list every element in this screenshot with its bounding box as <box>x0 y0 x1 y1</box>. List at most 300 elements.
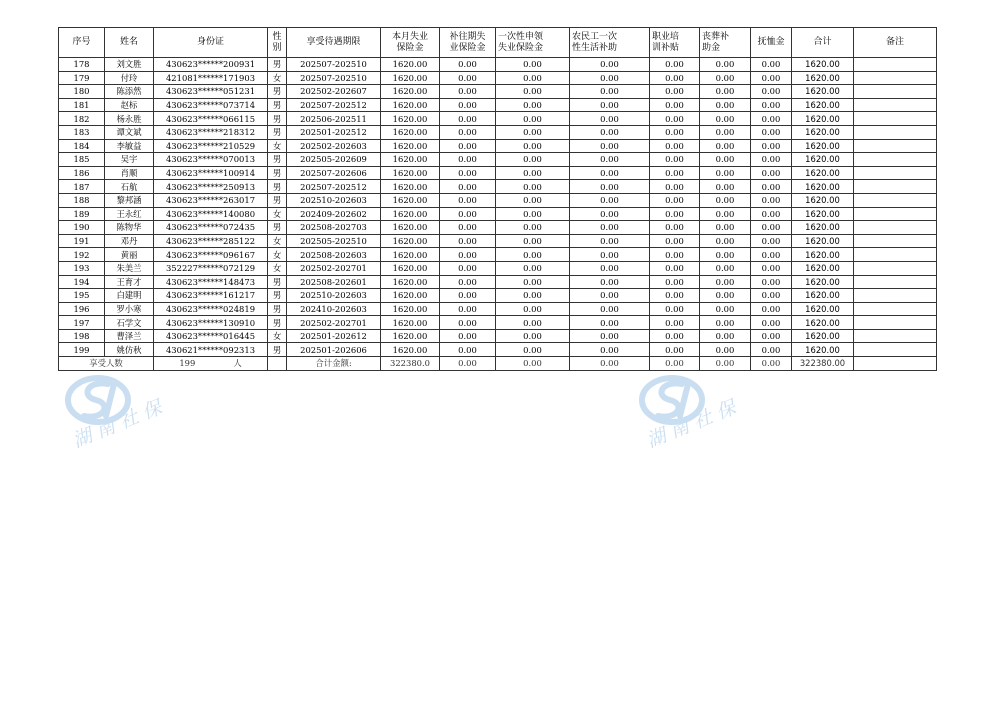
cell-migrant-subsidy: 0.00 <box>570 261 650 275</box>
cell-remark <box>854 316 937 330</box>
summary-row <box>59 357 937 371</box>
cell-one-time-benefit: 0.00 <box>496 207 570 221</box>
cell-id-card: 430623******148473 <box>154 275 268 289</box>
cell-name: 刘文胜 <box>105 58 154 72</box>
cell-remark <box>854 85 937 99</box>
col-header-gender: 性 别 <box>268 28 287 58</box>
cell-gender: 女 <box>268 71 287 85</box>
col-header-arrears-benefit: 补往期失 业保险金 <box>440 28 496 58</box>
cell-current-benefit: 1620.00 <box>381 85 440 99</box>
cell-one-time-benefit: 0.00 <box>496 180 570 194</box>
table-row <box>59 275 937 289</box>
cell-funeral-subsidy: 0.00 <box>700 329 751 343</box>
cell-remark <box>854 58 937 72</box>
cell-gender: 男 <box>268 316 287 330</box>
table-row <box>59 302 937 316</box>
cell-remark <box>854 289 937 303</box>
cell-current-benefit: 1620.00 <box>381 193 440 207</box>
cell-name: 姚仿秋 <box>105 343 154 357</box>
watermark-left <box>58 370 188 470</box>
cell-arrears-benefit: 0.00 <box>440 343 496 357</box>
summary-count <box>154 357 268 371</box>
summary-count-value: 199 <box>179 358 196 369</box>
cell-one-time-benefit: 0.00 <box>496 316 570 330</box>
cell-name: 王育才 <box>105 275 154 289</box>
cell-gender: 男 <box>268 180 287 194</box>
cell-remark <box>854 98 937 112</box>
cell-remark <box>854 166 937 180</box>
cell-gender: 男 <box>268 85 287 99</box>
table-row <box>59 71 937 85</box>
table-row <box>59 139 937 153</box>
col-header-funeral-subsidy: 丧葬补 助金 <box>700 28 751 58</box>
cell-period: 202409-202602 <box>287 207 381 221</box>
cell-funeral-subsidy: 0.00 <box>700 71 751 85</box>
cell-total: 1620.00 <box>792 153 854 167</box>
cell-funeral-subsidy: 0.00 <box>700 193 751 207</box>
benefit-table <box>58 27 937 371</box>
cell-name: 肖顺 <box>105 166 154 180</box>
cell-remark <box>854 193 937 207</box>
cell-pension: 0.00 <box>751 234 792 248</box>
cell-funeral-subsidy: 0.00 <box>700 289 751 303</box>
cell-funeral-subsidy: 0.00 <box>700 302 751 316</box>
cell-total: 1620.00 <box>792 193 854 207</box>
table-body <box>59 58 937 371</box>
cell-id-card: 430623******066115 <box>154 112 268 126</box>
col-header-name: 姓名 <box>105 28 154 58</box>
cell-one-time-benefit: 0.00 <box>496 98 570 112</box>
cell-period: 202501-202512 <box>287 125 381 139</box>
cell-current-benefit: 1620.00 <box>381 343 440 357</box>
cell-total: 1620.00 <box>792 329 854 343</box>
cell-one-time-benefit: 0.00 <box>496 221 570 235</box>
cell-current-benefit: 1620.00 <box>381 234 440 248</box>
cell-period: 202507-202606 <box>287 166 381 180</box>
cell-total: 1620.00 <box>792 248 854 262</box>
cell-migrant-subsidy: 0.00 <box>570 193 650 207</box>
watermark-text: 湖南社保 <box>643 394 745 453</box>
cell-seq: 198 <box>59 329 105 343</box>
cell-name: 吴宇 <box>105 153 154 167</box>
cell-training-subsidy: 0.00 <box>650 153 700 167</box>
cell-name: 王永红 <box>105 207 154 221</box>
cell-gender: 男 <box>268 275 287 289</box>
cell-period: 202502-202603 <box>287 139 381 153</box>
cell-pension: 0.00 <box>751 343 792 357</box>
cell-seq: 199 <box>59 343 105 357</box>
cell-migrant-subsidy: 0.00 <box>570 71 650 85</box>
cell-gender: 男 <box>268 302 287 316</box>
cell-gender: 男 <box>268 112 287 126</box>
cell-current-benefit: 1620.00 <box>381 71 440 85</box>
cell-gender: 女 <box>268 261 287 275</box>
col-header-training-subsidy: 职业培 训补贴 <box>650 28 700 58</box>
cell-seq: 196 <box>59 302 105 316</box>
cell-training-subsidy: 0.00 <box>650 289 700 303</box>
cell-name: 黄丽 <box>105 248 154 262</box>
cell-remark <box>854 112 937 126</box>
cell-migrant-subsidy: 0.00 <box>570 221 650 235</box>
cell-id-card: 430623******130910 <box>154 316 268 330</box>
table-row <box>59 221 937 235</box>
cell-arrears-benefit: 0.00 <box>440 316 496 330</box>
cell-id-card: 430623******210529 <box>154 139 268 153</box>
cell-migrant-subsidy: 0.00 <box>570 180 650 194</box>
cell-period: 202502-202607 <box>287 85 381 99</box>
summary-grand-total: 322380.00 <box>792 357 854 371</box>
cell-period: 202507-202510 <box>287 58 381 72</box>
cell-funeral-subsidy: 0.00 <box>700 234 751 248</box>
cell-period: 202508-202601 <box>287 275 381 289</box>
cell-total: 1620.00 <box>792 221 854 235</box>
summary-migrant: 0.00 <box>570 357 650 371</box>
col-header-id-card: 身份证 <box>154 28 268 58</box>
cell-one-time-benefit: 0.00 <box>496 302 570 316</box>
cell-total: 1620.00 <box>792 261 854 275</box>
cell-gender: 男 <box>268 343 287 357</box>
cell-training-subsidy: 0.00 <box>650 98 700 112</box>
cell-id-card: 430623******263017 <box>154 193 268 207</box>
cell-migrant-subsidy: 0.00 <box>570 112 650 126</box>
cell-current-benefit: 1620.00 <box>381 248 440 262</box>
cell-id-card: 430623******140080 <box>154 207 268 221</box>
cell-id-card: 430623******250913 <box>154 180 268 194</box>
cell-current-benefit: 1620.00 <box>381 289 440 303</box>
summary-remark <box>854 357 937 371</box>
cell-remark <box>854 71 937 85</box>
cell-name: 黎邦涵 <box>105 193 154 207</box>
cell-id-card: 430623******200931 <box>154 58 268 72</box>
cell-training-subsidy: 0.00 <box>650 221 700 235</box>
cell-seq: 180 <box>59 85 105 99</box>
cell-one-time-benefit: 0.00 <box>496 153 570 167</box>
cell-current-benefit: 1620.00 <box>381 302 440 316</box>
cell-pension: 0.00 <box>751 85 792 99</box>
cell-pension: 0.00 <box>751 261 792 275</box>
cell-name: 陈物华 <box>105 221 154 235</box>
cell-period: 202505-202510 <box>287 234 381 248</box>
cell-gender: 女 <box>268 207 287 221</box>
cell-seq: 197 <box>59 316 105 330</box>
cell-period: 202508-202703 <box>287 221 381 235</box>
cell-pension: 0.00 <box>751 180 792 194</box>
cell-training-subsidy: 0.00 <box>650 85 700 99</box>
cell-arrears-benefit: 0.00 <box>440 248 496 262</box>
cell-remark <box>854 207 937 221</box>
cell-id-card: 430623******072435 <box>154 221 268 235</box>
cell-total: 1620.00 <box>792 207 854 221</box>
cell-one-time-benefit: 0.00 <box>496 112 570 126</box>
table-row <box>59 343 937 357</box>
cell-current-benefit: 1620.00 <box>381 275 440 289</box>
cell-period: 202502-202701 <box>287 316 381 330</box>
table-row <box>59 85 937 99</box>
cell-gender: 男 <box>268 221 287 235</box>
cell-training-subsidy: 0.00 <box>650 302 700 316</box>
cell-name: 陈添然 <box>105 85 154 99</box>
summary-count-unit: 人 <box>233 358 242 369</box>
cell-funeral-subsidy: 0.00 <box>700 166 751 180</box>
cell-current-benefit: 1620.00 <box>381 316 440 330</box>
cell-pension: 0.00 <box>751 71 792 85</box>
cell-total: 1620.00 <box>792 275 854 289</box>
cell-id-card: 421081******171903 <box>154 71 268 85</box>
cell-remark <box>854 125 937 139</box>
watermark-right <box>632 370 762 470</box>
cell-remark <box>854 343 937 357</box>
cell-arrears-benefit: 0.00 <box>440 166 496 180</box>
cell-pension: 0.00 <box>751 302 792 316</box>
cell-migrant-subsidy: 0.00 <box>570 248 650 262</box>
cell-seq: 191 <box>59 234 105 248</box>
cell-funeral-subsidy: 0.00 <box>700 85 751 99</box>
cell-migrant-subsidy: 0.00 <box>570 125 650 139</box>
cell-migrant-subsidy: 0.00 <box>570 275 650 289</box>
cell-funeral-subsidy: 0.00 <box>700 58 751 72</box>
cell-current-benefit: 1620.00 <box>381 139 440 153</box>
cell-migrant-subsidy: 0.00 <box>570 166 650 180</box>
cell-id-card: 430621******092313 <box>154 343 268 357</box>
cell-period: 202507-202510 <box>287 71 381 85</box>
cell-gender: 男 <box>268 58 287 72</box>
cell-pension: 0.00 <box>751 139 792 153</box>
cell-training-subsidy: 0.00 <box>650 166 700 180</box>
cell-migrant-subsidy: 0.00 <box>570 302 650 316</box>
cell-id-card: 430623******096167 <box>154 248 268 262</box>
cell-one-time-benefit: 0.00 <box>496 166 570 180</box>
table-row <box>59 125 937 139</box>
cell-name: 曹泽兰 <box>105 329 154 343</box>
cell-total: 1620.00 <box>792 289 854 303</box>
cell-remark <box>854 248 937 262</box>
summary-training: 0.00 <box>650 357 700 371</box>
cell-training-subsidy: 0.00 <box>650 125 700 139</box>
cell-period: 202505-202609 <box>287 153 381 167</box>
cell-training-subsidy: 0.00 <box>650 180 700 194</box>
cell-training-subsidy: 0.00 <box>650 207 700 221</box>
cell-arrears-benefit: 0.00 <box>440 221 496 235</box>
cell-gender: 男 <box>268 153 287 167</box>
cell-pension: 0.00 <box>751 125 792 139</box>
cell-current-benefit: 1620.00 <box>381 261 440 275</box>
cell-migrant-subsidy: 0.00 <box>570 58 650 72</box>
cell-seq: 183 <box>59 125 105 139</box>
cell-migrant-subsidy: 0.00 <box>570 153 650 167</box>
cell-total: 1620.00 <box>792 71 854 85</box>
cell-seq: 193 <box>59 261 105 275</box>
cell-seq: 178 <box>59 58 105 72</box>
cell-one-time-benefit: 0.00 <box>496 193 570 207</box>
cell-seq: 192 <box>59 248 105 262</box>
summary-empty <box>268 357 287 371</box>
cell-pension: 0.00 <box>751 275 792 289</box>
cell-name: 石学文 <box>105 316 154 330</box>
table-row <box>59 289 937 303</box>
cell-training-subsidy: 0.00 <box>650 329 700 343</box>
cell-arrears-benefit: 0.00 <box>440 98 496 112</box>
summary-one-time: 0.00 <box>496 357 570 371</box>
cell-seq: 195 <box>59 289 105 303</box>
col-header-period: 享受待遇期限 <box>287 28 381 58</box>
cell-name: 石航 <box>105 180 154 194</box>
cell-remark <box>854 261 937 275</box>
cell-migrant-subsidy: 0.00 <box>570 234 650 248</box>
cell-pension: 0.00 <box>751 98 792 112</box>
cell-training-subsidy: 0.00 <box>650 261 700 275</box>
cell-funeral-subsidy: 0.00 <box>700 139 751 153</box>
cell-remark <box>854 302 937 316</box>
cell-period: 202502-202701 <box>287 261 381 275</box>
cell-total: 1620.00 <box>792 180 854 194</box>
cell-name: 邓丹 <box>105 234 154 248</box>
cell-migrant-subsidy: 0.00 <box>570 329 650 343</box>
cell-arrears-benefit: 0.00 <box>440 125 496 139</box>
cell-one-time-benefit: 0.00 <box>496 289 570 303</box>
cell-name: 李敏益 <box>105 139 154 153</box>
cell-training-subsidy: 0.00 <box>650 139 700 153</box>
cell-name: 白建明 <box>105 289 154 303</box>
cell-period: 202508-202603 <box>287 248 381 262</box>
cell-seq: 184 <box>59 139 105 153</box>
cell-seq: 190 <box>59 221 105 235</box>
cell-name: 杨永胜 <box>105 112 154 126</box>
cell-pension: 0.00 <box>751 207 792 221</box>
col-header-total: 合计 <box>792 28 854 58</box>
cell-total: 1620.00 <box>792 98 854 112</box>
cell-seq: 188 <box>59 193 105 207</box>
cell-pension: 0.00 <box>751 329 792 343</box>
cell-remark <box>854 329 937 343</box>
cell-current-benefit: 1620.00 <box>381 125 440 139</box>
cell-total: 1620.00 <box>792 316 854 330</box>
summary-count-label: 享受人数 <box>59 357 154 371</box>
cell-total: 1620.00 <box>792 302 854 316</box>
cell-arrears-benefit: 0.00 <box>440 234 496 248</box>
cell-one-time-benefit: 0.00 <box>496 275 570 289</box>
cell-arrears-benefit: 0.00 <box>440 139 496 153</box>
cell-current-benefit: 1620.00 <box>381 112 440 126</box>
cell-migrant-subsidy: 0.00 <box>570 98 650 112</box>
col-header-one-time-benefit: 一次性申领 失业保险金 <box>496 28 570 58</box>
cell-total: 1620.00 <box>792 166 854 180</box>
cell-gender: 男 <box>268 193 287 207</box>
cell-remark <box>854 180 937 194</box>
col-header-current-benefit: 本月失业 保险金 <box>381 28 440 58</box>
cell-arrears-benefit: 0.00 <box>440 193 496 207</box>
table-row <box>59 261 937 275</box>
cell-arrears-benefit: 0.00 <box>440 85 496 99</box>
cell-current-benefit: 1620.00 <box>381 180 440 194</box>
cell-remark <box>854 153 937 167</box>
cell-period: 202507-202512 <box>287 98 381 112</box>
cell-gender: 男 <box>268 98 287 112</box>
cell-training-subsidy: 0.00 <box>650 275 700 289</box>
cell-seq: 187 <box>59 180 105 194</box>
cell-pension: 0.00 <box>751 166 792 180</box>
cell-gender: 男 <box>268 289 287 303</box>
cell-period: 202410-202603 <box>287 302 381 316</box>
table-row <box>59 329 937 343</box>
table-row <box>59 58 937 72</box>
cell-funeral-subsidy: 0.00 <box>700 112 751 126</box>
cell-seq: 194 <box>59 275 105 289</box>
cell-arrears-benefit: 0.00 <box>440 207 496 221</box>
cell-current-benefit: 1620.00 <box>381 329 440 343</box>
table-row <box>59 166 937 180</box>
cell-one-time-benefit: 0.00 <box>496 85 570 99</box>
cell-seq: 189 <box>59 207 105 221</box>
cell-total: 1620.00 <box>792 234 854 248</box>
table-header-row <box>59 28 937 58</box>
cell-funeral-subsidy: 0.00 <box>700 248 751 262</box>
cell-period: 202506-202511 <box>287 112 381 126</box>
cell-gender: 男 <box>268 125 287 139</box>
table-row <box>59 207 937 221</box>
cell-period: 202510-202603 <box>287 289 381 303</box>
cell-current-benefit: 1620.00 <box>381 221 440 235</box>
cell-period: 202501-202606 <box>287 343 381 357</box>
cell-arrears-benefit: 0.00 <box>440 302 496 316</box>
cell-current-benefit: 1620.00 <box>381 153 440 167</box>
cell-pension: 0.00 <box>751 248 792 262</box>
cell-training-subsidy: 0.00 <box>650 58 700 72</box>
cell-pension: 0.00 <box>751 112 792 126</box>
cell-funeral-subsidy: 0.00 <box>700 125 751 139</box>
cell-migrant-subsidy: 0.00 <box>570 139 650 153</box>
cell-funeral-subsidy: 0.00 <box>700 261 751 275</box>
cell-remark <box>854 139 937 153</box>
cell-arrears-benefit: 0.00 <box>440 289 496 303</box>
summary-funeral: 0.00 <box>700 357 751 371</box>
cell-migrant-subsidy: 0.00 <box>570 85 650 99</box>
cell-period: 202507-202512 <box>287 180 381 194</box>
cell-id-card: 430623******070013 <box>154 153 268 167</box>
cell-arrears-benefit: 0.00 <box>440 153 496 167</box>
cell-id-card: 352227******072129 <box>154 261 268 275</box>
cell-funeral-subsidy: 0.00 <box>700 98 751 112</box>
col-header-seq: 序号 <box>59 28 105 58</box>
cell-seq: 181 <box>59 98 105 112</box>
watermark-text: 湖南社保 <box>69 394 171 453</box>
cell-funeral-subsidy: 0.00 <box>700 221 751 235</box>
cell-training-subsidy: 0.00 <box>650 343 700 357</box>
cell-one-time-benefit: 0.00 <box>496 261 570 275</box>
cell-one-time-benefit: 0.00 <box>496 125 570 139</box>
cell-gender: 女 <box>268 139 287 153</box>
cell-arrears-benefit: 0.00 <box>440 275 496 289</box>
cell-training-subsidy: 0.00 <box>650 248 700 262</box>
cell-arrears-benefit: 0.00 <box>440 329 496 343</box>
table-row <box>59 193 937 207</box>
cell-name: 付玲 <box>105 71 154 85</box>
cell-period: 202510-202603 <box>287 193 381 207</box>
table-row <box>59 180 937 194</box>
cell-one-time-benefit: 0.00 <box>496 343 570 357</box>
cell-name: 谭文斌 <box>105 125 154 139</box>
cell-training-subsidy: 0.00 <box>650 71 700 85</box>
cell-pension: 0.00 <box>751 153 792 167</box>
cell-total: 1620.00 <box>792 139 854 153</box>
table-row <box>59 234 937 248</box>
cell-migrant-subsidy: 0.00 <box>570 343 650 357</box>
table-row <box>59 153 937 167</box>
cell-arrears-benefit: 0.00 <box>440 112 496 126</box>
cell-name: 赵标 <box>105 98 154 112</box>
cell-funeral-subsidy: 0.00 <box>700 180 751 194</box>
cell-id-card: 430623******100914 <box>154 166 268 180</box>
cell-seq: 185 <box>59 153 105 167</box>
